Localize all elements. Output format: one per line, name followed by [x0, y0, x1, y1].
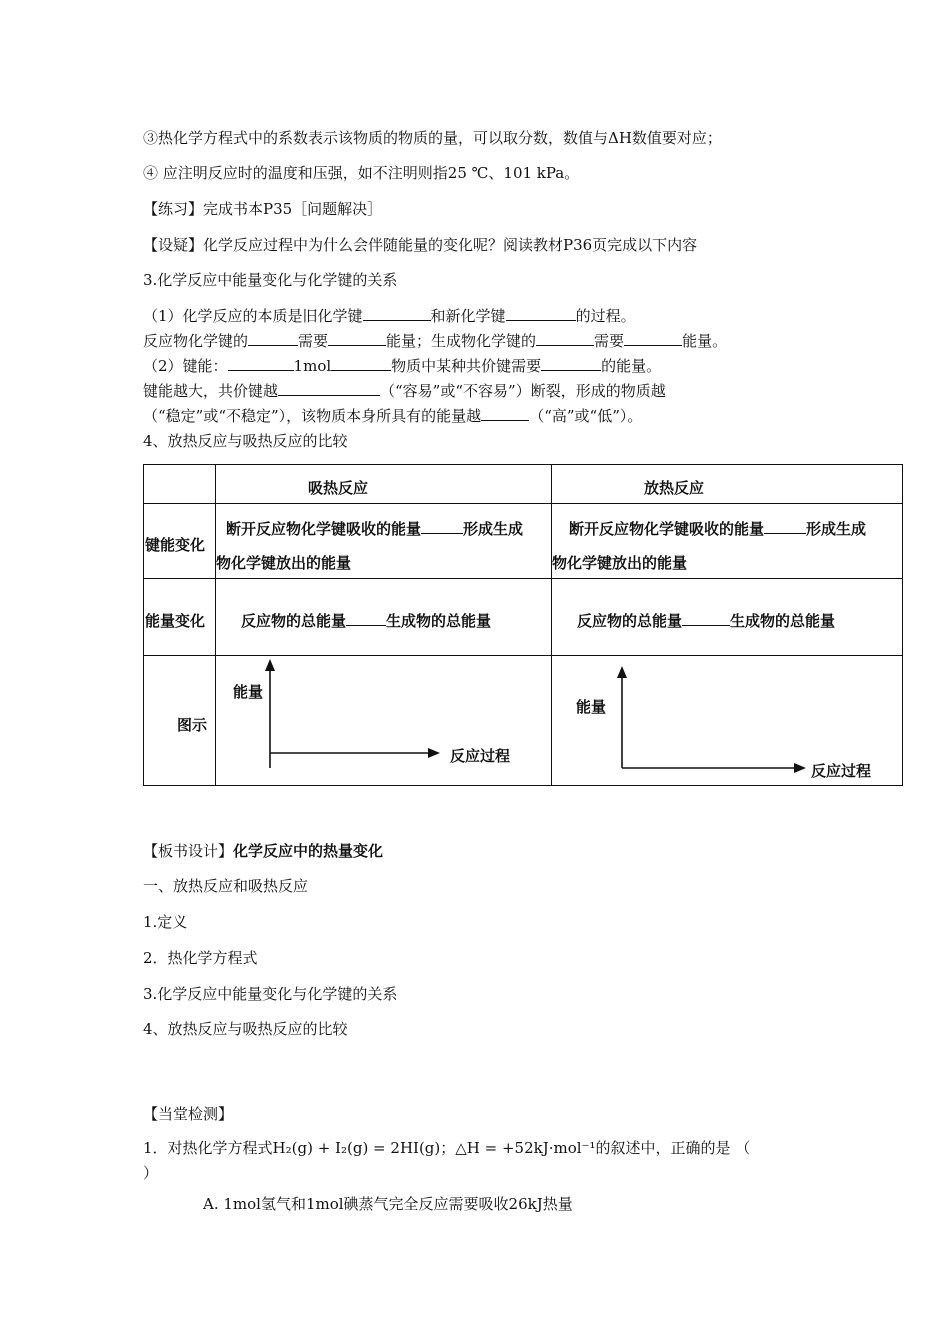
blank — [328, 331, 386, 346]
blank — [506, 306, 576, 321]
fill-text: 能量；生成物化学键的 — [386, 332, 537, 350]
cell-text: 生成物的总能量 — [386, 612, 492, 630]
fill-text: 和新化学键 — [430, 307, 506, 325]
bond-change-exo — [552, 519, 866, 573]
row-label-energy-change: 能量变化 — [145, 612, 206, 630]
axis-label-process: 反应过程 — [811, 762, 872, 780]
table-rule — [551, 465, 552, 785]
y-axis-arrow — [617, 666, 627, 678]
board-title-prefix: 【板书设计】 — [143, 842, 234, 860]
cell-text: 反应物的总能量 — [577, 612, 683, 630]
line-note-3: ③热化学方程式中的系数表示该物质的物质的量，可以取分数，数值与ΔH数值要对应； — [143, 129, 722, 147]
axis-label-energy: 能量 — [233, 683, 264, 701]
fill-row-5 — [143, 406, 642, 426]
board-item: 4、放热反应与吸热反应的比较 — [143, 1020, 348, 1038]
fill-text: 的能量。 — [601, 357, 662, 375]
x-axis-arrow — [428, 748, 440, 758]
line-section-3: 3.化学反应中能量变化与化学键的关系 — [143, 271, 398, 289]
question-1-close: ） — [143, 1164, 159, 1182]
cell-text: 物化学键放出的能量 — [552, 554, 688, 572]
row-label-diagram: 图示 — [177, 716, 208, 734]
fill-row-2 — [143, 331, 727, 351]
fill-text: 的过程。 — [575, 307, 636, 325]
line-question: 【设疑】化学反应过程中为什么会伴随能量的变化呢？阅读教材P36页完成以下内容 — [143, 236, 698, 254]
option-a: A. 1mol氢气和1mol碘蒸气完全反应需要吸收26kJ热量 — [203, 1195, 573, 1213]
blank — [541, 356, 601, 371]
board-item: 一、放热反应和吸热反应 — [143, 877, 309, 895]
cell-text: 生成物的总能量 — [730, 612, 836, 630]
blank — [228, 356, 294, 371]
fill-text: （“容易”或“不容易”）断裂，形成的物质越 — [380, 382, 666, 400]
fill-text: 需要 — [298, 332, 329, 350]
fill-text: 物质中某种共价键需要 — [391, 357, 542, 375]
exo-axes — [144, 465, 444, 585]
check-heading: 【当堂检测】 — [143, 1105, 234, 1123]
blank — [536, 331, 594, 346]
x-axis-arrow — [794, 763, 806, 773]
cell-text: 断开反应物化学键吸收的能量 — [569, 520, 765, 538]
line-practice: 【练习】完成书本P35［问题解决］ — [143, 200, 383, 218]
board-item: 1.定义 — [143, 913, 188, 931]
fill-text: （2）键能： — [143, 357, 228, 375]
board-item: 3.化学反应中能量变化与化学键的关系 — [143, 985, 398, 1003]
section-4-heading: 4、放热反应与吸热反应的比较 — [143, 432, 348, 450]
fill-text: 反应物化学键的 — [143, 332, 249, 350]
table-rule — [144, 655, 902, 656]
blank — [764, 519, 806, 534]
blank — [346, 611, 386, 626]
cell-text: 物化学键放出的能量 — [216, 554, 352, 572]
blank — [248, 331, 298, 346]
header-endothermic: 吸热反应 — [308, 479, 369, 497]
question-1: 1．对热化学方程式H₂(g) + I₂(g) = 2HI(g)；△H = +52kJ·mol⁻¹的叙述中，正确的是 （ — [143, 1139, 751, 1157]
cell-text: 形成生成 — [463, 520, 524, 538]
y-axis-arrow — [265, 659, 275, 671]
cell-text: 形成生成 — [806, 520, 867, 538]
blank — [278, 381, 380, 396]
blank — [363, 306, 431, 321]
blank — [331, 356, 391, 371]
fill-text: 能量。 — [682, 332, 728, 350]
energy-change-exo — [577, 611, 835, 631]
fill-text: （“高”或“低”）。 — [529, 407, 643, 425]
fill-row-3 — [143, 356, 661, 376]
energy-change-endo — [241, 611, 491, 631]
comparison-table — [143, 464, 903, 786]
fill-text: （1）化学反应的本质是旧化学键 — [143, 307, 363, 325]
fill-text: 1mol — [293, 357, 332, 375]
blank — [682, 611, 730, 626]
axis-label-process: 反应过程 — [450, 747, 511, 765]
board-title — [143, 841, 383, 861]
fill-text: （“稳定”或“不稳定”），该物质本身所具有的能量越 — [143, 407, 482, 425]
axis-label-energy: 能量 — [576, 698, 607, 716]
header-exothermic: 放热反应 — [644, 479, 705, 497]
fill-text: 需要 — [594, 332, 625, 350]
fill-row-1 — [143, 306, 636, 326]
fill-row-4 — [143, 381, 666, 401]
row-label-bond-energy: 键能变化 — [145, 536, 206, 554]
board-item: 2．热化学方程式 — [143, 949, 258, 967]
board-title-text: 化学反应中的热量变化 — [233, 842, 384, 860]
blank — [624, 331, 682, 346]
line-note-4: ④ 应注明反应时的温度和压强，如不注明则指25 ℃、101 kPa。 — [143, 164, 580, 182]
cell-text: 断开反应物化学键吸收的能量 — [226, 520, 422, 538]
blank — [481, 406, 529, 421]
fill-text: 键能越大，共价键越 — [143, 382, 279, 400]
cell-text: 反应物的总能量 — [241, 612, 347, 630]
